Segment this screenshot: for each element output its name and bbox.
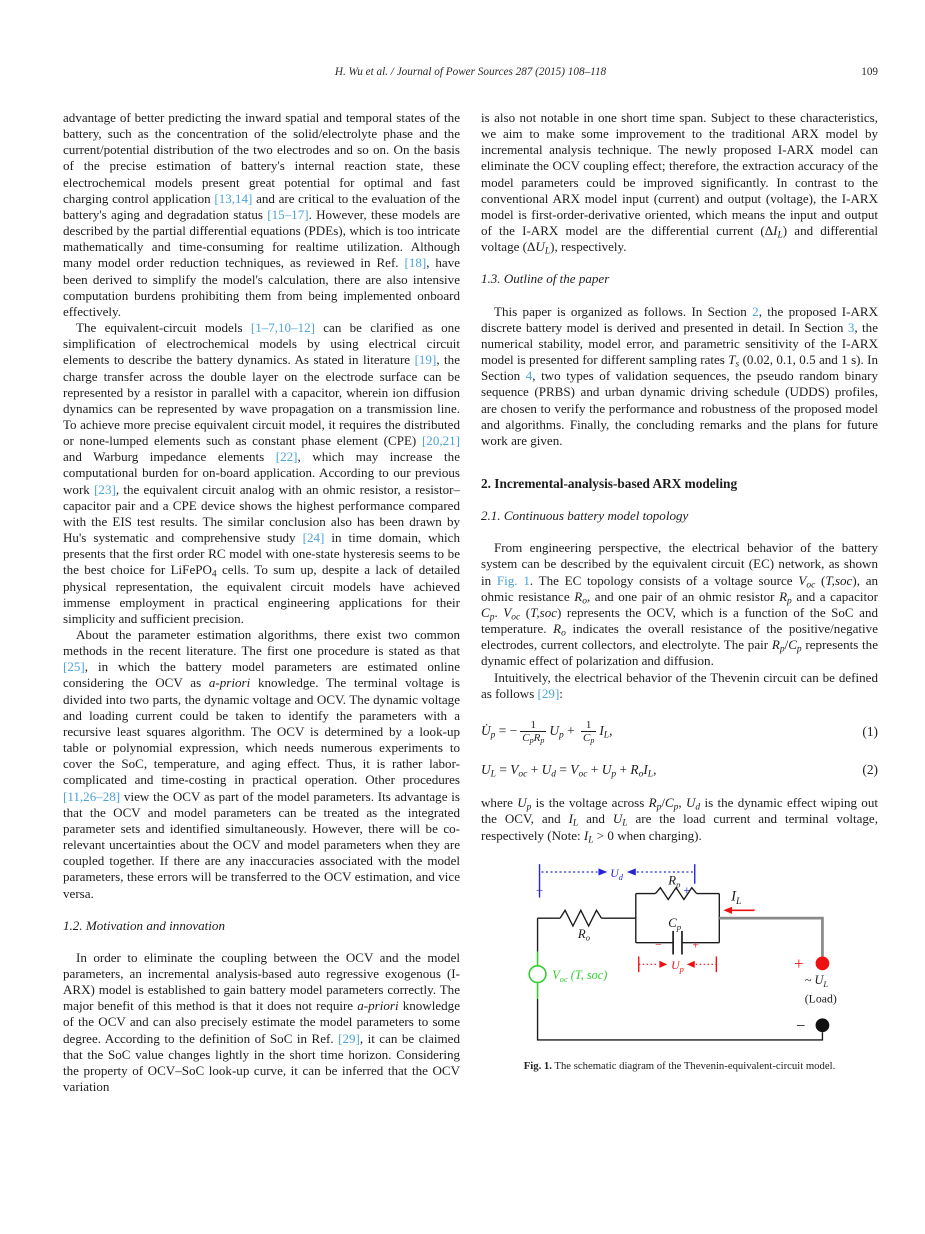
positive-terminal [815,956,829,970]
citation-ref[interactable]: [29] [537,685,560,701]
text-run: , [609,723,613,739]
text-run: C [664,795,674,811]
text-run: represents the dynamic effect of polarization and diffusion. [481,637,878,669]
text-run: can be clarified as one simplification of electrochemical models by using electrical circuit elements to describe the battery dynamics. As stated in literature [63,320,460,368]
text-run: s [735,359,740,370]
figure-caption-label: Fig. 1. [523,1059,552,1072]
text-run: + [616,762,631,778]
text-run: o [638,769,644,780]
text-run: d [551,769,557,780]
text-run: V [510,762,519,778]
text-run: is also not notable in one short time span. Subject to these characteristics, we aim to make some improvement to the traditional ARX model by incremental analysis technique. The newly proposed I-ARX model can eliminate the OCV coupling effect; therefore, the extraction accuracy of the model parameters could be improved significantly. In contrast to the conventional ARX model input (current) and output (voltage), the I-ARX model is first-order-derivative oriented, which means the input and output of the I-ARX model are the differential current (Δ [481,110,878,239]
text-run: U [685,795,696,811]
text-run: From engineering perspective, the electrical behavior of the battery system can be described by the equivalent circuit (EC) network, as shown in [481,540,878,588]
text-run: Intuitively, the electrical behavior of the Thevenin circuit can be defined as follows [481,669,878,701]
citation-ref[interactable]: [11,26–28] [63,788,121,804]
citation-ref[interactable]: [23] [94,481,116,497]
text-run: L [777,230,783,241]
text-run: The equivalent-circuit models [76,320,251,336]
text-run: R [648,795,657,811]
text-run: C [481,604,490,620]
text-run: + [563,723,578,739]
text-run: are the load current and terminal voltage, respectively (Note: [481,811,878,843]
text-run: L [544,246,551,257]
text-run: In order to eliminate the coupling between the OCV and the model parameters, an incremental analysis-based auto regressive exogenous (I-ARX) model is established to gain battery model parameters correctly. The major benefit of this method is that it does not require [63,949,460,1014]
voltage-source-voc [529,951,607,998]
rp-label: $R_p$ [667,873,680,890]
right-column [481,110,878,1095]
text-run: / [661,795,665,811]
text-run: U [541,762,552,778]
paragraph [63,320,460,627]
equation-body [481,762,854,778]
text-run: T,soc [825,572,853,588]
figure-caption-text: The schematic diagram of the Thevenin-equivalent-circuit model. [551,1059,836,1072]
text-run: 1 [530,718,537,731]
text-run: , [653,762,657,778]
text-run: This paper is organized as follows. In Section [494,303,753,319]
section-heading-2 [481,476,878,492]
figure-caption [513,1060,847,1073]
text-run: = [556,762,571,778]
text-run: V [503,604,512,620]
equation-number: (2) [862,762,878,778]
text-run: U [517,795,527,811]
equation-body [481,719,854,745]
text-run: L [572,818,579,829]
text-run: . However, these models are described by the partial differential equations (PDEs), which is too intricate mathematically and time-consuming for realtime utilization. Although many model order reduction techniques, as reviewed in Ref. [63,206,460,271]
citation-ref[interactable]: Fig. 1 [496,572,530,588]
text-run: : [559,685,563,701]
il-arrow [723,906,754,913]
text-run: R [630,762,639,778]
text-run: knowledge. The terminal voltage is divided into two parts, the dynamic voltage and OCV. The dynamic voltage and loading current could be taken to identify the parameters with a recursive least squares algorithm. The OCV is determined by a look-up table or polynomial expression, which needs numerous experiments to cover the SoC, temperature, and aging effect. Thus, it is rather labor-complicated and time-costing in practical operation. Other procedures [63,675,460,788]
text-run: V [570,762,579,778]
terminal-plus-sign: + [793,953,804,973]
ud-minus-sign: − [535,883,543,898]
text-run: p [490,730,496,741]
text-run: L [588,835,594,846]
text-run: is the voltage across [531,795,649,811]
il-label: $I_L$ [730,888,741,907]
text-run: R [779,588,788,604]
running-header [63,66,878,82]
equation-number: (1) [862,723,878,739]
text-run: 4 [211,569,217,580]
citation-ref[interactable]: [24] [302,530,325,546]
thevenin-circuit-diagram [513,858,847,1050]
text-run: 1 [585,718,592,731]
citation-ref[interactable]: [19] [414,352,437,368]
wire-load-gray [719,918,822,956]
text-run: a-priori [357,998,399,1014]
text-run: where [481,795,518,811]
load-label: (Load) [804,992,837,1006]
text-run: > 0 when charging). [593,827,702,843]
paragraph [481,304,878,449]
text-run: o [561,628,566,639]
capacitor-plus-sign: + [691,938,699,952]
text-run: p [489,612,495,623]
up-label: $U_p$ [670,958,684,974]
text-run: U [612,811,623,827]
section-heading-1-3 [481,271,878,287]
text-run: oc [518,769,528,780]
text-run: 1.2. Motivation and innovation [63,917,225,933]
text-run: , which may increase the computational burden for on-board application. According to our previous work [63,449,460,497]
ud-arrow-left [626,868,635,875]
text-run: I [568,811,573,827]
text-run: and [578,811,613,827]
citation-ref[interactable]: 2 [752,303,759,319]
text-run: and are critical to the evaluation of the battery's aging and degradation status [63,190,461,222]
text-run: 2.1. Continuous battery model topology [481,508,689,524]
text-run: p [673,802,679,813]
text-run: L [490,769,496,780]
text-run: R [533,732,541,745]
left-column [63,110,460,1095]
page-number: 109 [861,66,878,78]
text-run: L [603,730,610,741]
text-run: L [647,769,654,780]
text-run: , the proposed I-ARX discrete battery model is derived and presented in detail. In Section [481,303,879,335]
text-run: d [695,802,701,813]
text-run: advantage of better predicting the inward spatial and temporal states of the battery, such as the concentration of the solid/electrolyte phase and the current/potential distribution of the two electrodes and so on. On the basis of the precise estimation of battery's internal reaction state, these electrochemical models present great potential for optimal and fast charging control application [63,110,460,206]
text-run: I [773,223,778,239]
paragraph [481,110,878,255]
ro-label: $R_o$ [577,926,590,943]
citation-ref[interactable]: [20,21] [421,433,460,449]
up-measurement-bracket [638,938,716,974]
text-run: 1.3. Outline of the paper [481,271,610,287]
text-run: , in which the battery model parameters are estimated online considering the OCV as [63,659,460,691]
citation-ref[interactable]: [13,14] [214,190,253,206]
paragraph [63,110,460,320]
text-run: . The EC topology consists of a voltage source [529,572,799,588]
ud-arrow-right [598,868,607,875]
paragraph [63,950,460,1095]
text-run: 2. Incremental-analysis-based ARX modeling [481,475,738,491]
text-run: p [787,596,792,607]
citation-ref[interactable]: 3 [847,319,855,335]
paragraph [481,670,878,702]
text-run: p [558,730,564,741]
text-run: and a capacitor [791,588,878,604]
citation-ref[interactable]: [18] [404,255,427,271]
ud-label: $U_d$ [609,866,623,882]
text-run: o [582,596,587,607]
text-run: . [494,604,504,620]
text-run: C [582,732,591,745]
paper-page [63,66,878,1095]
text-run: oc [806,580,816,591]
text-run: = − [495,723,518,739]
text-run: C [522,732,530,745]
text-run: ) and differential voltage (Δ [481,223,878,255]
text-run: I [599,723,604,739]
text-run: + [587,762,602,778]
text-run: is the dynamic effect wiping out the OCV, and [481,795,878,827]
text-run: , have been derived to simplify the model's calculation, there are also intensive computation burdens prohibiting them from being implemented onboard effectively. [63,255,461,319]
text-run: About the parameter estimation algorithms, there exist two common methods in the recent literature. The first one procedure is stated as that [63,627,460,659]
text-run: , two types of validation sequences, the pseudo random binary sequence (PRBS) and urban dynamic driving schedule (UDDS) profiles, are chosen to verify the performance and robustness of the proposed model and algorithms. Finally, the concluding remarks and the plans for future work are given. [481,368,878,448]
text-run: T [728,352,736,368]
paragraph [63,627,460,902]
fraction [581,719,596,745]
fraction [520,719,546,745]
right-column-text [481,110,878,844]
text-run: p [796,644,802,655]
paragraph [481,540,878,669]
two-column-body [63,110,878,1095]
text-run: , [678,795,686,811]
text-run: I [643,762,648,778]
text-run: p [529,736,534,746]
citation-ref[interactable]: [29] [338,1030,360,1046]
citation-ref[interactable]: 4 [525,368,533,384]
text-run: L [622,818,628,829]
text-run: C [788,637,797,653]
text-run: ), an ohmic resistance [481,572,879,604]
text-run: indicates the overall resistance of the positive/negative electrodes, current collectors, and electrolyte. The pair [481,621,878,653]
text-run: I [583,827,589,843]
equation-2 [481,762,878,778]
wire-bottom-loop [537,998,822,1039]
equation-1 [481,719,878,745]
citation-ref[interactable]: [1–7,10–12] [250,320,315,336]
text-run: p [611,769,617,780]
text-run: p [526,802,532,813]
citation-ref[interactable]: [22] [275,449,298,465]
section-heading-2-1 [481,508,878,524]
voc-circle [529,966,546,983]
text-run: oc [578,769,588,780]
text-run: , the numerical stability, model error, and parametric sensitivity of the I-ARX model is presented for different sampling rates [481,319,878,368]
text-run: p [590,736,595,746]
text-run: , the charge transfer across the double layer on the electrode surface can be represented by a resistor in parallel with a capacitor, wherein ion diffusion dynamics can be represented by wave propagation on a transmission line. To achieve more precise equivalent circuit model, it requires the distributed or none-lumped elements such as constant phase element (CPE) [63,352,460,449]
text-run: R [574,588,583,604]
text-run: T,soc [530,604,558,620]
text-run: R [771,637,780,653]
text-run: U [549,723,559,739]
text-run: a-priori [208,675,251,691]
resistor-ro [560,910,601,926]
text-run: oc [511,612,521,623]
text-run: + [527,762,542,778]
text-run: U [481,762,491,778]
citation-ref[interactable]: [25] [63,659,85,675]
text-run: p [656,802,662,813]
terminal-minus-sign: − [795,1015,806,1035]
citation-ref[interactable]: [15–17] [267,206,309,222]
text-run: cells. To sum up, despite a lack of detailed physical representation, the equivalent circuit models have achieved immense employment in practical engineering applications for their simplicity and sufficient precision. [63,562,460,626]
text-run: ( [815,572,826,588]
text-run: p [779,644,785,655]
text-run: U̇ [481,723,491,739]
voc-label: $V_{oc}$ (T, soc) [551,967,607,984]
text-run: ) represents the OCV, which is a function of the SoC and temperature. [481,604,878,637]
capacitor-minus-sign: − [654,938,662,952]
text-run: U [601,762,612,778]
ud-plus-sign: + [682,883,690,898]
text-run: , the equivalent circuit analog with an ohmic resistor, a resistor–capacitor pair and a CPE device shows the highest performance compared with the EIS test results. The similar conclusion also has been drawn by Hu's systematic and comprehensive study [63,481,461,546]
text-run: R [553,621,562,637]
text-run: view the OCV as part of the model parameters. Its advantage is that the OCV and model parameters can be treated as the integrated parameter sets and identified simultaneously. However, there will be co-relevant uncertainties about the OCV and model parameters when they are coupled together. If there are any inaccuracies associated with the model parameters, these errors will be transferred to the OCV estimation, and vice versa. [63,788,460,901]
text-run: in time domain, which presents that the first order RC model with one-state hysteresis seems to be the best choice for LiFePO [63,530,461,578]
text-run: and Warburg impedance elements [63,449,276,465]
section-heading-1-2 [63,918,460,934]
text-run: , and one pair of an ohmic resistor [586,588,780,604]
ul-label: ~ $U_L$ [804,972,828,989]
text-run: / [784,637,789,653]
text-run: (0.02, 0.1, 0.5 and 1 s). In Section [481,352,878,384]
up-arrow-right [659,961,667,968]
up-arrow-left [686,961,694,968]
cp-label: $C_p$ [667,915,681,932]
text-run: U [535,239,545,255]
text-run: ( [520,604,531,620]
journal-citation: H. Wu et al. / Journal of Power Sources 287 (2015) 108–118 [334,66,607,78]
left-column-text [63,110,460,1095]
text-run: V [798,572,807,588]
figure-1 [513,858,847,1073]
text-run: p [540,736,545,746]
paragraph [481,795,878,846]
text-run: ), respectively. [550,239,627,255]
text-run: = [495,762,511,778]
text-run: knowledge of the OCV and can also precisely estimate the model parameters to some degree. According to the definition of SoC in Ref. [63,998,460,1046]
text-run: , it can be claimed that the SoC value changes lightly in the short time horizon. Considering the property of OCV–SoC look-up curve, it can be inferred that the OCV variation [63,1030,460,1095]
negative-terminal [815,1018,829,1032]
